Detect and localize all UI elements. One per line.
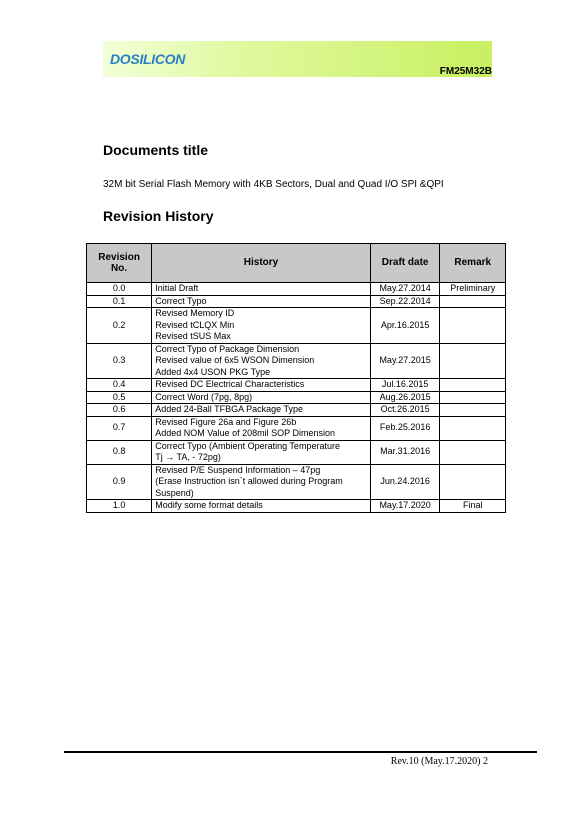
history-line: Revised value of 6x5 WSON Dimension [155,355,315,365]
revision-number-cell: 0.8 [87,440,152,464]
draft-date-cell: May.27.2014 [370,283,440,296]
draft-date-cell: Jun.24.2016 [370,464,440,500]
history-cell [152,308,371,344]
documents-title-heading: Documents title [103,142,209,158]
revision-number-cell: 0.2 [87,308,152,344]
table-row [87,295,506,308]
history-cell [152,404,371,417]
history-line: Modify some format details [155,500,263,510]
history-line: Revised Figure 26a and Figure 26b [155,416,297,427]
remark-cell [440,308,506,344]
history-line: (Erase Instruction isn`t allowed during Program [155,476,343,486]
remark-cell: Final [440,500,506,513]
remark-cell [440,391,506,404]
draft-date-cell: Sep.22.2014 [370,295,440,308]
table-header-row [87,244,506,283]
history-cell [152,440,371,464]
remark-cell [440,343,506,379]
table-row [87,391,506,404]
draft-date-cell: Oct.26.2015 [370,404,440,417]
remark-cell [440,416,506,440]
history-line: Revised P/E Suspend Information – 47pg [155,464,321,475]
draft-date-cell: Feb.25.2016 [370,416,440,440]
revision-number-cell: 0.5 [87,391,152,404]
draft-date-cell: Aug.26.2015 [370,391,440,404]
history-cell [152,295,371,308]
remark-cell [440,379,506,392]
table-row [87,343,506,379]
history-line: Correct Word (7pg, 8pg) [155,391,253,402]
table-row [87,404,506,417]
company-logo: DOSILICON [110,51,186,67]
header-revision-no: Revision No. [87,244,152,283]
history-line: Revised tCLQX Min [155,319,235,330]
draft-date-cell: May.17.2020 [370,500,440,513]
history-line: Added NOM Value of 208mil SOP Dimension [155,428,335,438]
table-row [87,283,506,296]
history-line: Correct Typo (Ambient Operating Temperature [155,440,340,451]
history-cell [152,464,371,500]
table-row [87,416,506,440]
history-cell [152,343,371,379]
header-remark: Remark [440,244,506,283]
part-number: FM25M32B [439,66,492,77]
remark-cell [440,295,506,308]
history-line: Added 4x4 USON PKG Type [155,366,271,377]
table-body [87,283,506,513]
table-row [87,440,506,464]
history-line: Correct Typo [155,295,207,306]
footer-rule [64,751,537,753]
footer-page-info: Rev.10 (May.17.2020) 2 [390,756,488,767]
history-cell [152,416,371,440]
history-line: Revised Memory ID [155,308,235,318]
revision-number-cell: 0.6 [87,404,152,417]
history-line: Suspend) [155,487,194,498]
revision-number-cell: 0.7 [87,416,152,440]
revision-number-cell: 0.0 [87,283,152,296]
history-line: Revised tSUS Max [155,331,231,341]
table-row [87,308,506,344]
remark-cell [440,440,506,464]
revision-history-table [86,243,506,513]
revision-number-cell: 0.4 [87,379,152,392]
draft-date-cell: Jul.16.2015 [370,379,440,392]
remark-cell: Preliminary [440,283,506,296]
table-row [87,500,506,513]
history-line: Added 24-Ball TFBGA Package Type [155,404,303,414]
revision-number-cell: 0.3 [87,343,152,379]
table-row [87,464,506,500]
draft-date-cell: Apr.16.2015 [370,308,440,344]
history-cell [152,379,371,392]
draft-date-cell: Mar.31.2016 [370,440,440,464]
header-draft-date: Draft date [370,244,440,283]
revision-history-heading: Revision History [103,208,214,224]
history-line: Revised DC Electrical Characteristics [155,379,305,389]
history-cell [152,283,371,296]
history-cell [152,500,371,513]
remark-cell [440,404,506,417]
revision-number-cell: 1.0 [87,500,152,513]
revision-number-cell: 0.9 [87,464,152,500]
history-cell [152,391,371,404]
revision-number-cell: 0.1 [87,295,152,308]
history-line: Initial Draft [155,283,199,293]
history-line: Tj → TA, - 72pg) [155,452,221,462]
history-line: Correct Typo of Package Dimension [155,343,300,354]
documents-title-text: 32M bit Serial Flash Memory with 4KB Sectors, Dual and Quad I/O SPI &QPI [103,179,444,190]
draft-date-cell: May.27.2015 [370,343,440,379]
remark-cell [440,464,506,500]
header-history: History [152,244,371,283]
table-row [87,379,506,392]
